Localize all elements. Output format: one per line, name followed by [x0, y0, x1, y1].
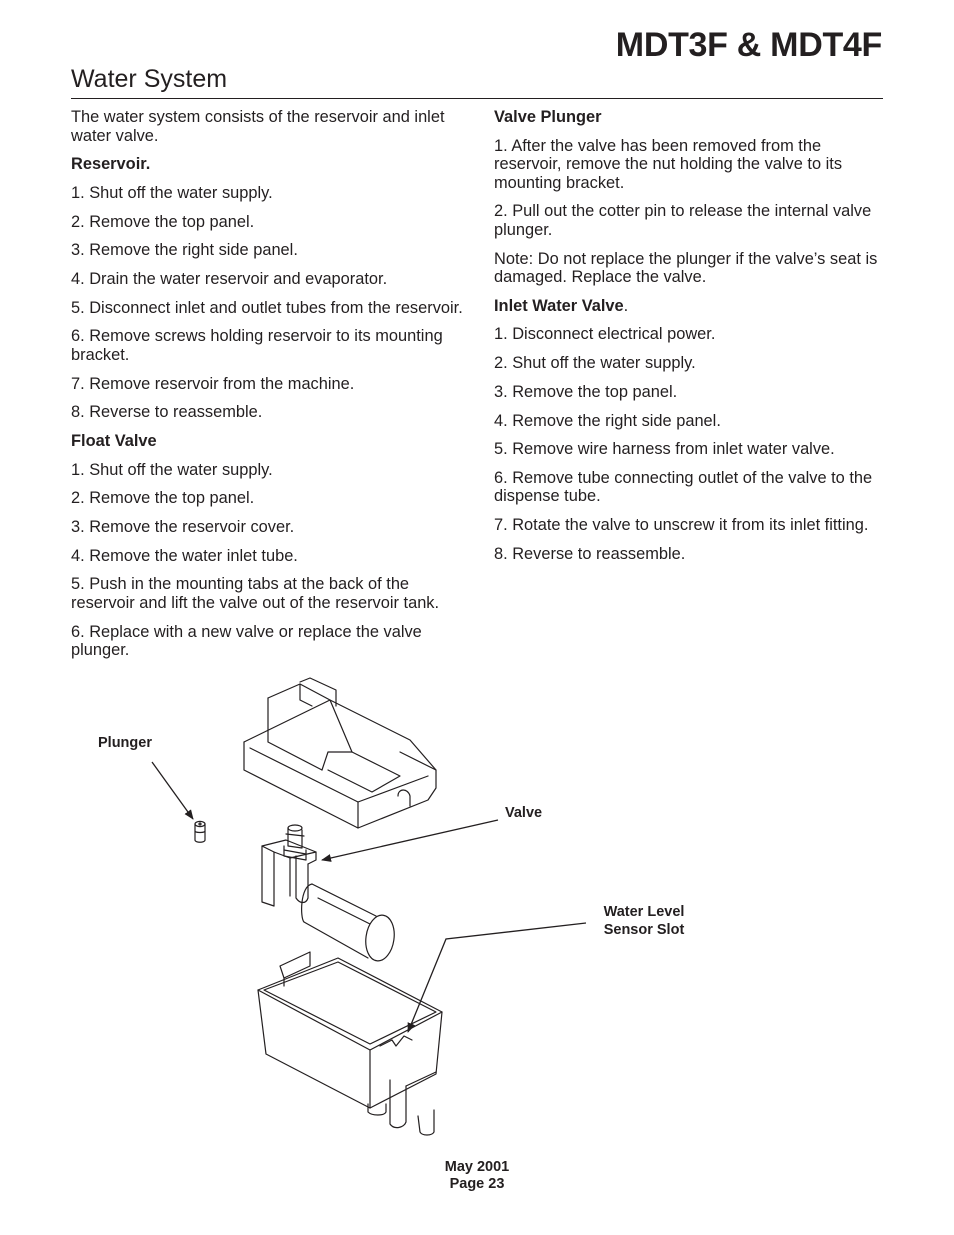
- inlet-water-valve-heading-text: Inlet Water Valve: [494, 296, 624, 315]
- reservoir-step: 4. Drain the water reservoir and evaporator.: [71, 269, 388, 288]
- reservoir-heading: Reservoir.: [71, 155, 151, 174]
- sensor-label-line-1: Water Level: [603, 904, 685, 920]
- float-valve-step: 4. Remove the water inlet tube.: [71, 546, 298, 565]
- float-valve-step: 5. Push in the mounting tabs at the back of the reservoir and lift the valve out of the reservoir tank.: [71, 575, 440, 612]
- reservoir-step: 2. Remove the top panel.: [71, 212, 255, 231]
- inlet-valve-step: 6. Remove tube connecting outlet of the valve to the dispense tube.: [494, 468, 873, 506]
- valve-label: Valve: [505, 805, 543, 821]
- float-valve-step: 3. Remove the reservoir cover.: [71, 517, 295, 536]
- float-valve-step: 2. Remove the top panel.: [71, 489, 255, 508]
- valve-assembly: [262, 825, 397, 963]
- inlet-valve-step: 4. Remove the right side panel.: [494, 411, 721, 430]
- valve-plunger-heading: Valve Plunger: [494, 108, 602, 126]
- model-title: MDT3F & MDT4F: [615, 26, 882, 64]
- section-title: Water System: [71, 65, 228, 93]
- footer-date: May 2001: [444, 1159, 510, 1175]
- inlet-valve-step: 7. Rotate the valve to unscrew it from its inlet fitting.: [494, 516, 869, 535]
- valve-plunger-note: Note: Do not replace the plunger if the valve’s seat is damaged. Replace the valve.: [494, 249, 878, 287]
- reservoir-step: 5. Disconnect inlet and outlet tubes from the reservoir.: [71, 298, 463, 317]
- sensor-label-line-2: Sensor Slot: [603, 922, 685, 938]
- valve-plunger-step: 1. After the valve has been removed from the reservoir, remove the nut holding the valve to its mounting bracket.: [494, 136, 843, 192]
- reservoir-step: 8. Reverse to reassemble.: [71, 403, 263, 422]
- reservoir-step: 7. Remove reservoir from the machine.: [71, 374, 355, 393]
- footer-page-number: Page 23: [449, 1176, 505, 1192]
- intro-paragraph: The water system consists of the reservoir and inlet water valve.: [71, 108, 445, 145]
- float-valve-step: 1. Shut off the water supply.: [71, 460, 273, 479]
- plunger-label: Plunger: [98, 735, 152, 751]
- plunger-leader: [152, 762, 193, 819]
- reservoir-step: 3. Remove the right side panel.: [71, 241, 298, 260]
- inlet-valve-step: 5. Remove wire harness from inlet water valve.: [494, 440, 835, 459]
- reservoir-tank: [258, 952, 442, 1135]
- inlet-water-valve-heading-suffix: .: [623, 296, 629, 315]
- plunger: [195, 821, 205, 842]
- page-footer: [0, 1159, 954, 1193]
- float-valve-step: 6. Replace with a new valve or replace the valve plunger.: [71, 622, 422, 659]
- water-level-sensor-slot-label: [596, 903, 692, 939]
- float-valve-heading: Float Valve: [71, 431, 157, 450]
- reservoir-cover: [244, 678, 436, 828]
- inlet-valve-step: 2. Shut off the water supply.: [494, 354, 696, 373]
- inlet-valve-step: 3. Remove the top panel.: [494, 382, 678, 401]
- reservoir-step: 1. Shut off the water supply.: [71, 183, 273, 202]
- inlet-valve-step: 8. Reverse to reassemble.: [494, 544, 686, 563]
- valve-plunger-step: 2. Pull out the cotter pin to release the internal valve plunger.: [494, 202, 872, 239]
- reservoir-step: 6. Remove screws holding reservoir to its mounting bracket.: [71, 327, 443, 364]
- inlet-valve-step: 1. Disconnect electrical power.: [494, 325, 716, 344]
- valve-leader: [322, 820, 498, 860]
